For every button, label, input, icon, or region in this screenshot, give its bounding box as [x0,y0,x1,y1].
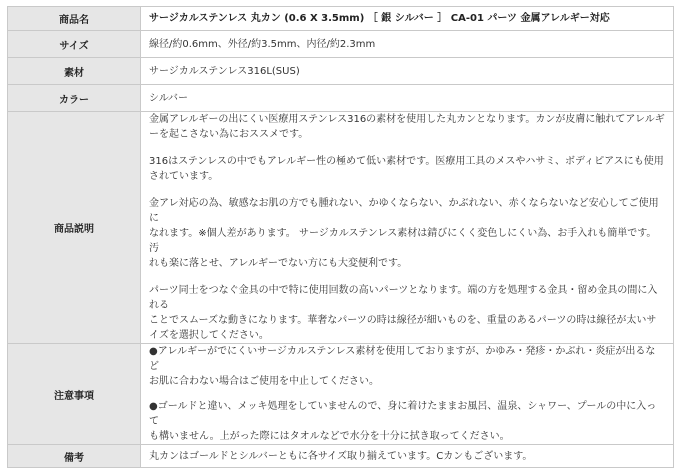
label-remarks: 備考 [8,445,141,468]
row-notes [8,344,674,445]
value-color: シルバー [141,85,674,112]
notes-line: も構いません。上がった際にはタオルなどで水分を十分に拭き取ってください。 [149,431,510,442]
row-description [8,112,674,344]
description-paragraph [149,196,665,271]
label-material: 素材 [8,58,141,85]
row-size [8,31,674,58]
label-description: 商品説明 [8,112,141,344]
notes-paragraph [149,399,665,444]
notes-paragraph [149,344,665,389]
notes-line: ●アレルギーがでにくいサージカルステンレス素材を使用しておりますが、かゆみ・発疹・かぶれ・炎症が出るなど [149,346,656,372]
description-line: パーツ同士をつなぐ金具の中で特に使用回数の高いパーツとなります。端の方を処理する金具・留め金具の間に入れる [149,285,658,311]
label-product-name: 商品名 [8,7,141,31]
description-line: れも楽に落とせ、アレルギーでない方にも大変便利です。 [149,258,408,269]
row-material [8,58,674,85]
value-remarks: 丸カンはゴールドとシルバーともに各サイズ取り揃えています。Cカンもございます。 [141,445,674,468]
value-notes [141,344,674,445]
description-paragraph [149,283,665,343]
description-line: 316はステンレスの中でもアレルギー性の極めて低い素材です。医療用工具のメスやハサミ、ボディピアスにも使用 [149,156,664,167]
description-line: ことでスムーズな動きになります。華奢なパーツの時は線径が細いものを、重量のあるパーツの時は線径が太いサ [149,315,657,326]
value-size: 線径/約0.6mm、外径/約3.5mm、内径/約2.3mm [141,31,674,58]
description-line: 金アレ対応の為、敏感なお肌の方でも腫れない、かゆくならない、かぶれない、赤くならないなど安心してご使用に [149,198,659,224]
description-line: 金属アレルギーの出にくい医療用ステンレス316の素材を使用した丸カンとなります。カンが皮膚に触れてアレルギ [149,114,665,125]
description-paragraph [149,112,665,142]
label-color: カラー [8,85,141,112]
label-notes: 注意事項 [8,344,141,445]
label-size: サイズ [8,31,141,58]
notes-line: お肌に合わない場合はご使用を中止してください。 [149,376,379,387]
product-spec-table [7,6,674,468]
value-material: サージカルステンレス316L(SUS) [141,58,674,85]
row-color [8,85,674,112]
description-line: ーを起こさない為におススメです。 [149,129,309,140]
value-product-name: サージカルステンレス 丸カン (0.6 X 3.5mm) ［ 銀 シルバー ］ CA-01 パーツ 金属アレルギー対応 [141,7,674,31]
description-line: なれます。※個人差があります。 サージカルステンレス素材は錆びにくく変色しにくい為、お手入れも簡単です。汚 [149,228,657,254]
description-paragraph [149,154,665,184]
notes-line: ●ゴールドと違い、メッキ処理をしていませんので、身に着けたままお風呂、温泉、シャワー、プールの中に入って [149,401,657,427]
description-line: されています。 [149,171,219,182]
row-remarks [8,445,674,468]
value-description [141,112,674,344]
row-product-name [8,7,674,31]
description-line: イズを選択してください。 [149,330,269,341]
